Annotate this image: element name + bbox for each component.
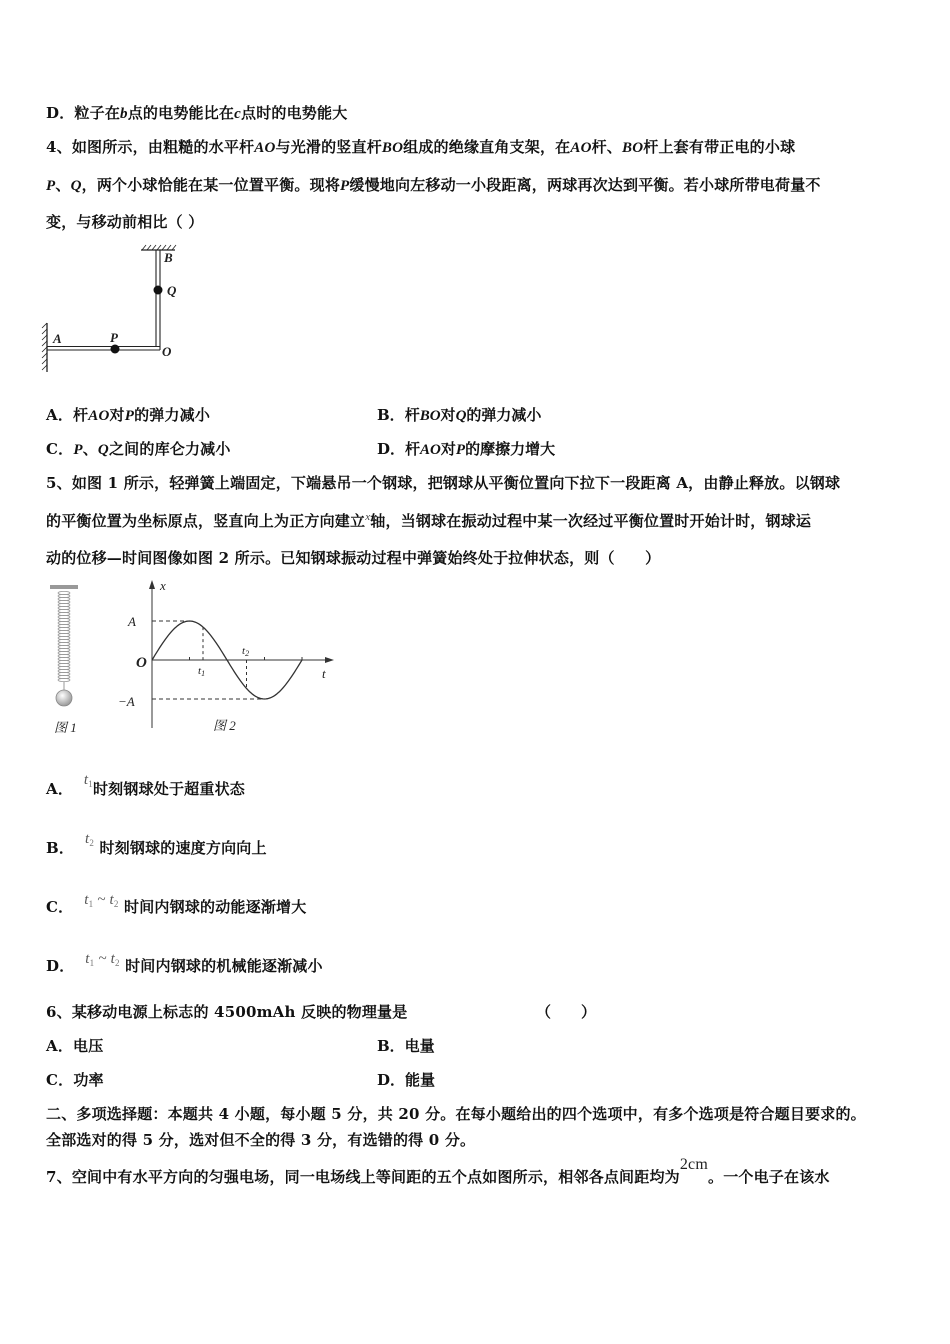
spring-coils xyxy=(58,591,70,690)
q6-option-b[interactable]: B．电量 xyxy=(377,1037,435,1055)
q7-stem-line-1 xyxy=(46,1156,830,1187)
option-label: B． xyxy=(46,839,75,857)
option-text: 点的电势能比在 xyxy=(127,104,235,122)
q3-option-d xyxy=(46,102,347,123)
q6-option-a[interactable]: A．电压 xyxy=(46,1037,104,1055)
math-var: P xyxy=(455,442,466,458)
text: 。一个电子在该水 xyxy=(708,1168,830,1186)
math-t1-t2: $t_1$ ~ $t_2$ xyxy=(84,892,119,909)
ceiling-plate xyxy=(50,585,78,589)
section-2-instructions: 全部选对的得 5 分，选对但不全的得 3 分，有选错的得 0 分。 xyxy=(46,1131,476,1149)
label-amplitude: A xyxy=(128,614,136,629)
label-t1: t1 xyxy=(198,665,206,678)
option-label: D． xyxy=(46,104,75,122)
text: 杆 xyxy=(404,406,420,424)
math-var: P xyxy=(73,442,83,458)
option-label: C． xyxy=(46,898,74,916)
x-axis xyxy=(152,657,334,663)
label-o: O xyxy=(162,344,172,359)
q5-option-c[interactable] xyxy=(46,892,307,917)
text: 杆 xyxy=(405,440,421,458)
math-var: AO xyxy=(420,442,441,458)
math-var: AO xyxy=(254,140,276,156)
label-b: B xyxy=(164,250,173,265)
text: 杆上套有带正电的小球 xyxy=(643,138,796,156)
ball-p xyxy=(111,345,120,354)
q5-option-b[interactable] xyxy=(46,831,267,858)
q6-answer-bracket[interactable]: （ ） xyxy=(536,1003,597,1021)
math-var: AO xyxy=(88,408,110,424)
figure-1-caption: 图 1 xyxy=(54,720,77,735)
math-var: P xyxy=(340,178,350,194)
text: 的摩擦力增大 xyxy=(465,440,556,458)
text: 对 xyxy=(440,406,456,424)
label-p: P xyxy=(110,330,118,345)
q5-figure-1-spring xyxy=(40,580,100,740)
figure-2-caption: 图 2 xyxy=(213,718,236,733)
math-var: Q xyxy=(455,408,467,424)
q5-stem-line-3: 动的位移—时间图像如图 2 所示。已知钢球振动过程中弹簧始终处于拉伸状态，则（ ） xyxy=(46,549,661,567)
math-var: b xyxy=(120,106,128,122)
q4-stem-line-3: 变，与移动前相比（ ） xyxy=(46,213,204,231)
q4-option-a[interactable] xyxy=(46,404,210,425)
option-text: 时间内钢球的机械能逐渐减小 xyxy=(125,957,323,975)
text: 4、如图所示，由粗糙的水平杆 xyxy=(46,138,255,156)
q5-stem-line-2 xyxy=(46,510,811,531)
q5-option-a[interactable] xyxy=(46,772,245,799)
q5-stem-line-1: 5、如图 1 所示，轻弹簧上端固定，下端悬吊一个钢球，把钢球从平衡位置向下拉下一段距离 A，由静止释放。以钢球 xyxy=(46,474,841,492)
math-var: P xyxy=(46,178,56,194)
q4-option-c[interactable] xyxy=(46,438,231,459)
option-label: A． xyxy=(46,780,74,798)
label-neg-amplitude: −A xyxy=(118,694,135,709)
text: 之间的库仑力减小 xyxy=(108,440,231,458)
q6-option-d[interactable]: D．能量 xyxy=(377,1071,436,1089)
text: 的平衡位置为坐标原点，竖直向上为正方向建立 xyxy=(46,512,366,530)
section-2-heading: 二、多项选择题：本题共 4 小题，每小题 5 分，共 20 分。在每小题给出的四个选项中，有多个选项是符合题目要求的。 xyxy=(46,1105,866,1123)
label-origin: O xyxy=(136,655,147,671)
math-t1: $t_1$ xyxy=(83,772,93,789)
option-text: 时刻钢球处于超重状态 xyxy=(92,780,245,798)
text: 杆 xyxy=(73,406,89,424)
text: 轴，当钢球在振动过程中某一次经过平衡位置时开始计时，钢球运 xyxy=(370,512,812,530)
text: 、 xyxy=(55,176,71,194)
text: ，两个小球恰能在某一位置平衡。现将 xyxy=(81,176,341,194)
q6-stem: 6、某移动电源上标志的 4500mAh 反映的物理量是 xyxy=(46,1003,408,1021)
text: 缓慢地向左移动一小段距离，两球再次达到平衡。若小球所带电荷量不 xyxy=(349,176,821,194)
math-var: P xyxy=(124,408,135,424)
y-axis-arrow-icon xyxy=(149,580,155,589)
math-t1-t2: $t_1$ ~ $t_2$ xyxy=(85,951,120,968)
rod-bo xyxy=(156,250,160,350)
option-label: D． xyxy=(46,957,75,975)
x-axis-label: t xyxy=(322,666,326,681)
y-axis xyxy=(149,580,155,728)
option-label: D． xyxy=(377,440,406,458)
option-label: B． xyxy=(377,406,405,424)
wall-hatch-left xyxy=(42,323,47,372)
x-axis-arrow-icon xyxy=(325,657,334,663)
steel-ball xyxy=(56,690,72,706)
math-var: BO xyxy=(419,408,441,424)
text: 7、空间中有水平方向的匀强电场，同一电场线上等间距的五个点如图所示，相邻各点间距均为 xyxy=(46,1168,680,1186)
math-var: Q xyxy=(97,442,109,458)
option-text: 点时的电势能大 xyxy=(241,104,348,122)
q4-stem-line-2 xyxy=(46,174,821,195)
label-q: Q xyxy=(167,283,177,298)
q4-option-b[interactable] xyxy=(377,404,541,425)
math-var: x xyxy=(365,511,371,523)
text: 对 xyxy=(109,406,125,424)
text: 与光滑的竖直杆 xyxy=(275,138,382,156)
y-axis-label: x xyxy=(160,578,166,593)
q5-option-d[interactable] xyxy=(46,951,323,976)
option-text: 时刻钢球的速度方向向上 xyxy=(99,839,267,857)
q4-stem-line-1 xyxy=(46,136,795,157)
q6-option-c[interactable]: C．功率 xyxy=(46,1071,104,1089)
text: 、 xyxy=(82,440,98,458)
option-text: 粒子在 xyxy=(74,104,121,122)
ball-q xyxy=(154,286,163,295)
q4-figure-bracket xyxy=(40,238,200,373)
text: 的弹力减小 xyxy=(134,406,211,424)
text: 对 xyxy=(440,440,456,458)
math-var: c xyxy=(234,106,241,122)
q5-figure-2-graph xyxy=(110,578,350,743)
math-t2: $t_2$ xyxy=(84,831,95,848)
math-var: Q xyxy=(70,178,82,194)
math-var: BO xyxy=(622,140,644,156)
q4-option-d[interactable] xyxy=(377,438,555,459)
math-distance: 2cm xyxy=(679,1156,708,1173)
label-a: A xyxy=(53,331,62,346)
option-text: 时间内钢球的动能逐渐增大 xyxy=(124,898,307,916)
label-t2: t2 xyxy=(242,645,250,658)
text: 组成的绝缘直角支架，在 xyxy=(403,138,571,156)
option-label: C． xyxy=(46,440,74,458)
rod-ao xyxy=(47,347,160,351)
option-label: A． xyxy=(46,406,74,424)
math-var: BO xyxy=(381,140,404,156)
text: 的弹力减小 xyxy=(466,406,542,424)
math-var: AO xyxy=(570,140,592,156)
text: 杆、 xyxy=(591,138,623,156)
